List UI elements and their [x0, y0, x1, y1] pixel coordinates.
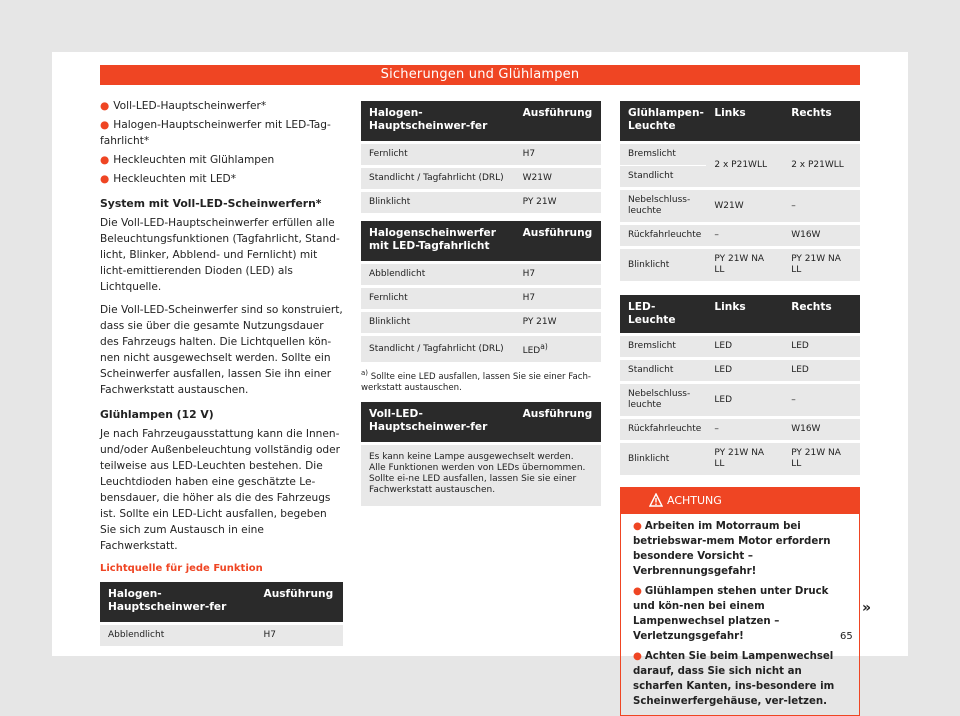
table-cell: LED — [706, 383, 783, 418]
continue-icon: » — [862, 600, 872, 616]
table-cell: PY 21W NA LL — [706, 442, 783, 476]
bullet-item: ● Heckleuchten mit LED* — [100, 173, 236, 185]
table-row — [361, 287, 601, 311]
warning-item: ● Glühlampen stehen unter Druck und kön-nen bei einem Lampenwechsel platzen – Verletzungsgefahr! — [633, 586, 829, 642]
bullet-icon: ● — [100, 100, 110, 112]
table-header: Ausführung — [515, 221, 601, 263]
table-cell: W16W — [783, 418, 860, 442]
table-cell: LED — [783, 335, 860, 359]
table-cell: LED — [783, 359, 860, 383]
spec-table — [361, 101, 601, 213]
table-row — [620, 189, 860, 224]
footnote: $^{a)}$ Sollte eine LED ausfallen, lassen Sie sie einer Fach-werkstatt austauschen. — [361, 369, 591, 393]
spec-table — [361, 402, 601, 506]
table-row — [361, 443, 601, 506]
table-header: LED-Leuchte — [620, 295, 706, 335]
table-cell: LED — [706, 335, 783, 359]
table-cell: Nebelschluss-leuchte — [620, 189, 706, 224]
bullet-item: ● Halogen-Hauptscheinwerfer mit LED-Tag-fahrlicht* — [100, 119, 331, 147]
table-cell: Nebelschluss-leuchte — [620, 383, 706, 418]
table-cell: Rückfahrleuchte — [620, 224, 706, 248]
table-cell: H7 — [515, 263, 601, 287]
table-cell: Fernlicht — [361, 143, 515, 167]
table-cell: LED — [706, 359, 783, 383]
paragraph: Die Voll-LED-Hauptscheinwerfer erfüllen alle Beleuchtungsfunktionen (Tagfahrlicht, Stand-licht, Blinker, Abblend- und Fernlicht) mit licht-emittierenden Dioden (LED) als Lichtquelle. — [100, 217, 340, 293]
subsection-heading: Lichtquelle für jede Funktion — [100, 563, 263, 574]
table-cell: PY 21W NA LL — [783, 248, 860, 282]
table-cell: Bremslicht — [620, 335, 706, 359]
paragraph: Je nach Fahrzeugausstattung kann die Innen- und/oder Außenbeleuchtung vollständig oder teilweise aus LED-Leuchten bestehen. Die Leuchtdioden haben eine geschätzte Le-bensdauer, die höher als die des Fahrzeugs ist. Sollte ein LED-Licht ausfallen, begeben Sie sich zum Austausch in eine Fachwerkstatt. — [100, 428, 341, 552]
table-row — [620, 143, 860, 166]
table-cell: H7 — [256, 624, 343, 647]
table-row — [361, 143, 601, 167]
page-number: 65 — [840, 631, 853, 642]
table-row — [620, 224, 860, 248]
table-header: Halogenscheinwerfer mit LED-Tagfahrlicht — [361, 221, 515, 263]
spec-table — [361, 221, 601, 362]
table-cell: Bremslicht — [620, 143, 706, 166]
table-cell: – — [706, 224, 783, 248]
section-heading: System mit Voll-LED-Scheinwerfern* — [100, 197, 322, 210]
bullet-icon: ● — [100, 154, 110, 166]
table-header: Voll-LED-Hauptscheinwer-fer — [361, 402, 515, 444]
bullet-icon: ● — [100, 173, 110, 185]
table-header: Ausführung — [256, 582, 343, 624]
table-cell: W21W — [515, 167, 601, 191]
warning-icon — [649, 493, 663, 507]
table-header: Halogen-Hauptscheinwer-fer — [100, 582, 256, 624]
table-header: Glühlampen-Leuchte — [620, 101, 706, 143]
bullet-icon: ● — [633, 521, 642, 532]
table-header: Halogen-Hauptscheinwer-fer — [361, 101, 515, 143]
column-right — [620, 101, 860, 716]
table-cell: Blinklicht — [620, 248, 706, 282]
table-row — [361, 167, 601, 191]
warning-title: ACHTUNG — [621, 488, 859, 514]
table-row — [100, 624, 343, 647]
bullet-item: ● Voll-LED-Hauptscheinwerfer* — [100, 100, 267, 112]
table-cell: Standlicht / Tagfahrlicht (DRL) — [361, 167, 515, 191]
table-cell: H7 — [515, 287, 601, 311]
table-row — [620, 248, 860, 282]
warning-item: ● Arbeiten im Motorraum bei betriebswar-mem Motor erfordern besondere Vorsicht – Verbrennungsgefahr! — [633, 521, 831, 577]
table-cell: – — [783, 383, 860, 418]
table-cell: Es kann keine Lampe ausgewechselt werden. Alle Funktionen werden von LEDs übernommen. Sollte ei-ne LED ausfallen, lassen Sie sie einer Fachwerkstatt austauschen. — [361, 443, 601, 506]
section-header: Sicherungen und Glühlampen — [100, 65, 860, 85]
table-header: Rechts — [783, 295, 860, 335]
table-cell: – — [783, 189, 860, 224]
spec-table — [100, 582, 343, 646]
table-cell: 2 x P21WLL — [706, 143, 783, 189]
table-row — [361, 191, 601, 214]
bulb-table — [620, 101, 860, 281]
table-cell: H7 — [515, 143, 601, 167]
table-cell: Blinklicht — [620, 442, 706, 476]
table-cell: PY 21W — [515, 191, 601, 214]
table-header: Ausführung — [515, 402, 601, 444]
bullet-icon: ● — [100, 119, 110, 131]
table-row — [361, 263, 601, 287]
table-cell: Standlicht — [620, 166, 706, 189]
paragraph: Die Voll-LED-Scheinwerfer sind so konstruiert, dass sie über die gesamte Nutzungsdauer des Fahrzeugs halten. Die Lichtquellen kön-nen nicht ausgewechselt werden. Sollte ein Scheinwerfer ausfallen, lassen Sie ihn einer Fachwerkstatt austauschen. — [100, 304, 343, 396]
table-row — [620, 418, 860, 442]
bullet-icon: ● — [633, 651, 642, 662]
table-cell: Standlicht — [620, 359, 706, 383]
table-row — [620, 359, 860, 383]
table-header: Links — [706, 101, 783, 143]
table-cell: PY 21W NA LL — [783, 442, 860, 476]
table-cell: Rückfahrleuchte — [620, 418, 706, 442]
table-header: Rechts — [783, 101, 860, 143]
table-cell: W21W — [706, 189, 783, 224]
led-table — [620, 295, 860, 475]
table-row — [361, 311, 601, 335]
table-cell: Blinklicht — [361, 311, 515, 335]
table-cell: Abblendlicht — [100, 624, 256, 647]
section-heading: Glühlampen (12 V) — [100, 408, 214, 421]
table-header: Ausführung — [515, 101, 601, 143]
bullet-item: ● Heckleuchten mit Glühlampen — [100, 154, 275, 166]
column-middle — [361, 101, 601, 506]
table-cell: – — [706, 418, 783, 442]
table-cell: Blinklicht — [361, 191, 515, 214]
table-row — [620, 335, 860, 359]
table-cell: W16W — [783, 224, 860, 248]
table-cell: PY 21W NA LL — [706, 248, 783, 282]
table-cell: Fernlicht — [361, 287, 515, 311]
table-cell: 2 x P21WLL — [783, 143, 860, 189]
table-header: Links — [706, 295, 783, 335]
table-row — [620, 383, 860, 418]
footnote-ref: a) — [540, 342, 548, 351]
table-cell: PY 21W — [515, 311, 601, 335]
table-cell: Standlicht / Tagfahrlicht (DRL) — [361, 335, 515, 363]
table-row — [620, 442, 860, 476]
table-cell: Abblendlicht — [361, 263, 515, 287]
warning-item: ● Achten Sie beim Lampenwechsel darauf, dass Sie sich nicht an scharfen Kanten, ins-besondere im Scheinwerfergehäuse, ver-letzen. — [633, 651, 835, 707]
table-cell: LED$^{a)}$ — [515, 335, 601, 363]
warning-box — [620, 487, 860, 716]
bullet-icon: ● — [633, 586, 642, 597]
column-left — [100, 98, 343, 646]
table-row — [361, 335, 601, 363]
